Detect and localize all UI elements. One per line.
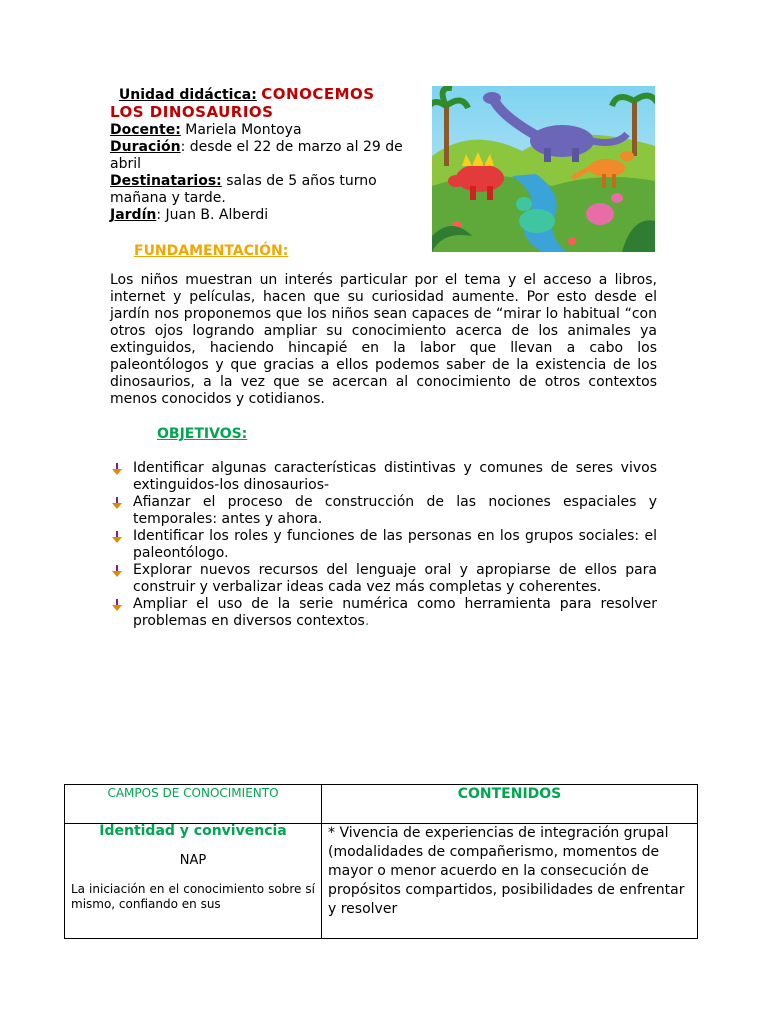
jardin-label: Jardín bbox=[110, 207, 157, 223]
objetivo-text: Explorar nuevos recursos del lenguaje oral y apropiarse de ellos para construir y verbalizar ideas cada vez más completas y coherentes. bbox=[133, 562, 657, 595]
list-item bbox=[110, 562, 657, 596]
docente-row bbox=[110, 122, 426, 139]
destinatarios-row bbox=[110, 173, 426, 207]
unidad-label: Unidad didáctica: bbox=[118, 87, 257, 103]
docente-label: Docente: bbox=[110, 122, 181, 138]
campos-contenidos-table bbox=[64, 784, 698, 939]
nap-label: NAP bbox=[179, 853, 207, 868]
list-item bbox=[110, 528, 657, 562]
objetivo-text: Identificar algunas características distintivas y comunes de seres vivos extinguidos-los dinosaurios- bbox=[133, 460, 657, 493]
duracion-label: Duración bbox=[110, 139, 181, 155]
campo-title: Identidad y convivencia bbox=[99, 823, 287, 839]
unidad-row bbox=[110, 86, 426, 104]
destinatarios-value: salas de 5 años turno mañana y tarde. bbox=[110, 173, 377, 206]
contenido-cell: * Vivencia de experiencias de integración grupal (modalidades de compañerismo, momentos de mayor o menor acuerdo en la consecución de propósitos compartidos, posibilidades de enfrentar y resolver bbox=[322, 824, 698, 939]
list-item bbox=[110, 460, 657, 494]
arrow-down-bullet-icon bbox=[112, 531, 122, 543]
destinatarios-label: Destinatarios: bbox=[110, 173, 222, 189]
objetivos-list bbox=[110, 460, 657, 630]
arrow-down-bullet-icon bbox=[112, 599, 122, 611]
table-row bbox=[65, 824, 698, 939]
objetivo-text: Identificar los roles y funciones de las personas en los grupos sociales: el paleontólogo. bbox=[133, 528, 657, 561]
arrow-down-bullet-icon bbox=[112, 463, 122, 475]
col-header-contenidos: CONTENIDOS bbox=[322, 785, 698, 824]
fundamentacion-text: Los niños muestran un interés particular por el tema y el acceso a libros, internet y películas, hacen que su curiosidad aumente. Por esto desde el jardín nos proponemos que los niños sean capaces de “mirar lo habitual “con otros ojos logrando ampliar su conocimiento acerca de los animales ya extinguidos, haciendo hincapié en la labor que llevan a cabo los paleontólogos y que gracias a ellos podemos saber de la existencia de los dinosaurios, a la vez que se acercan al conocimiento de otros contextos menos conocidos y cotidianos. bbox=[110, 272, 657, 407]
arrow-down-bullet-icon bbox=[112, 565, 122, 577]
dinosaurs-illustration bbox=[432, 86, 655, 252]
fundamentacion-heading: FUNDAMENTACIÓN: bbox=[134, 243, 289, 259]
unidad-title-2: LOS DINOSAURIOS bbox=[110, 103, 274, 121]
duracion-row bbox=[110, 139, 426, 173]
campo-cell bbox=[65, 824, 322, 939]
list-item bbox=[110, 596, 657, 630]
jardin-value: : Juan B. Alberdi bbox=[156, 207, 269, 223]
list-item bbox=[110, 494, 657, 528]
objetivos-heading: OBJETIVOS: bbox=[157, 426, 248, 442]
unidad-title-row-2 bbox=[110, 104, 426, 122]
objetivo-text: Ampliar el uso de la serie numérica como herramienta para resolver problemas en diversos contextos bbox=[133, 596, 657, 629]
document-header bbox=[110, 86, 426, 224]
dinosaurs-illustration-svg bbox=[432, 86, 655, 252]
jardin-row bbox=[110, 207, 426, 224]
docente-value: Mariela Montoya bbox=[185, 122, 302, 138]
arrow-down-bullet-icon bbox=[112, 497, 122, 509]
campo-description: La iniciación en el conocimiento sobre sí mismo, confiando en sus bbox=[71, 882, 315, 911]
table-header-row bbox=[65, 785, 698, 824]
objetivo-text: Afianzar el proceso de construcción de las nociones espaciales y temporales: antes y ahora. bbox=[133, 494, 657, 527]
objetivo-last-punct: . bbox=[364, 613, 370, 629]
duracion-value: : desde el 22 de marzo al 29 de abril bbox=[110, 139, 403, 172]
unidad-title-1: CONOCEMOS bbox=[261, 85, 375, 103]
col-header-campos: CAMPOS DE CONOCIMIENTO bbox=[65, 785, 322, 824]
